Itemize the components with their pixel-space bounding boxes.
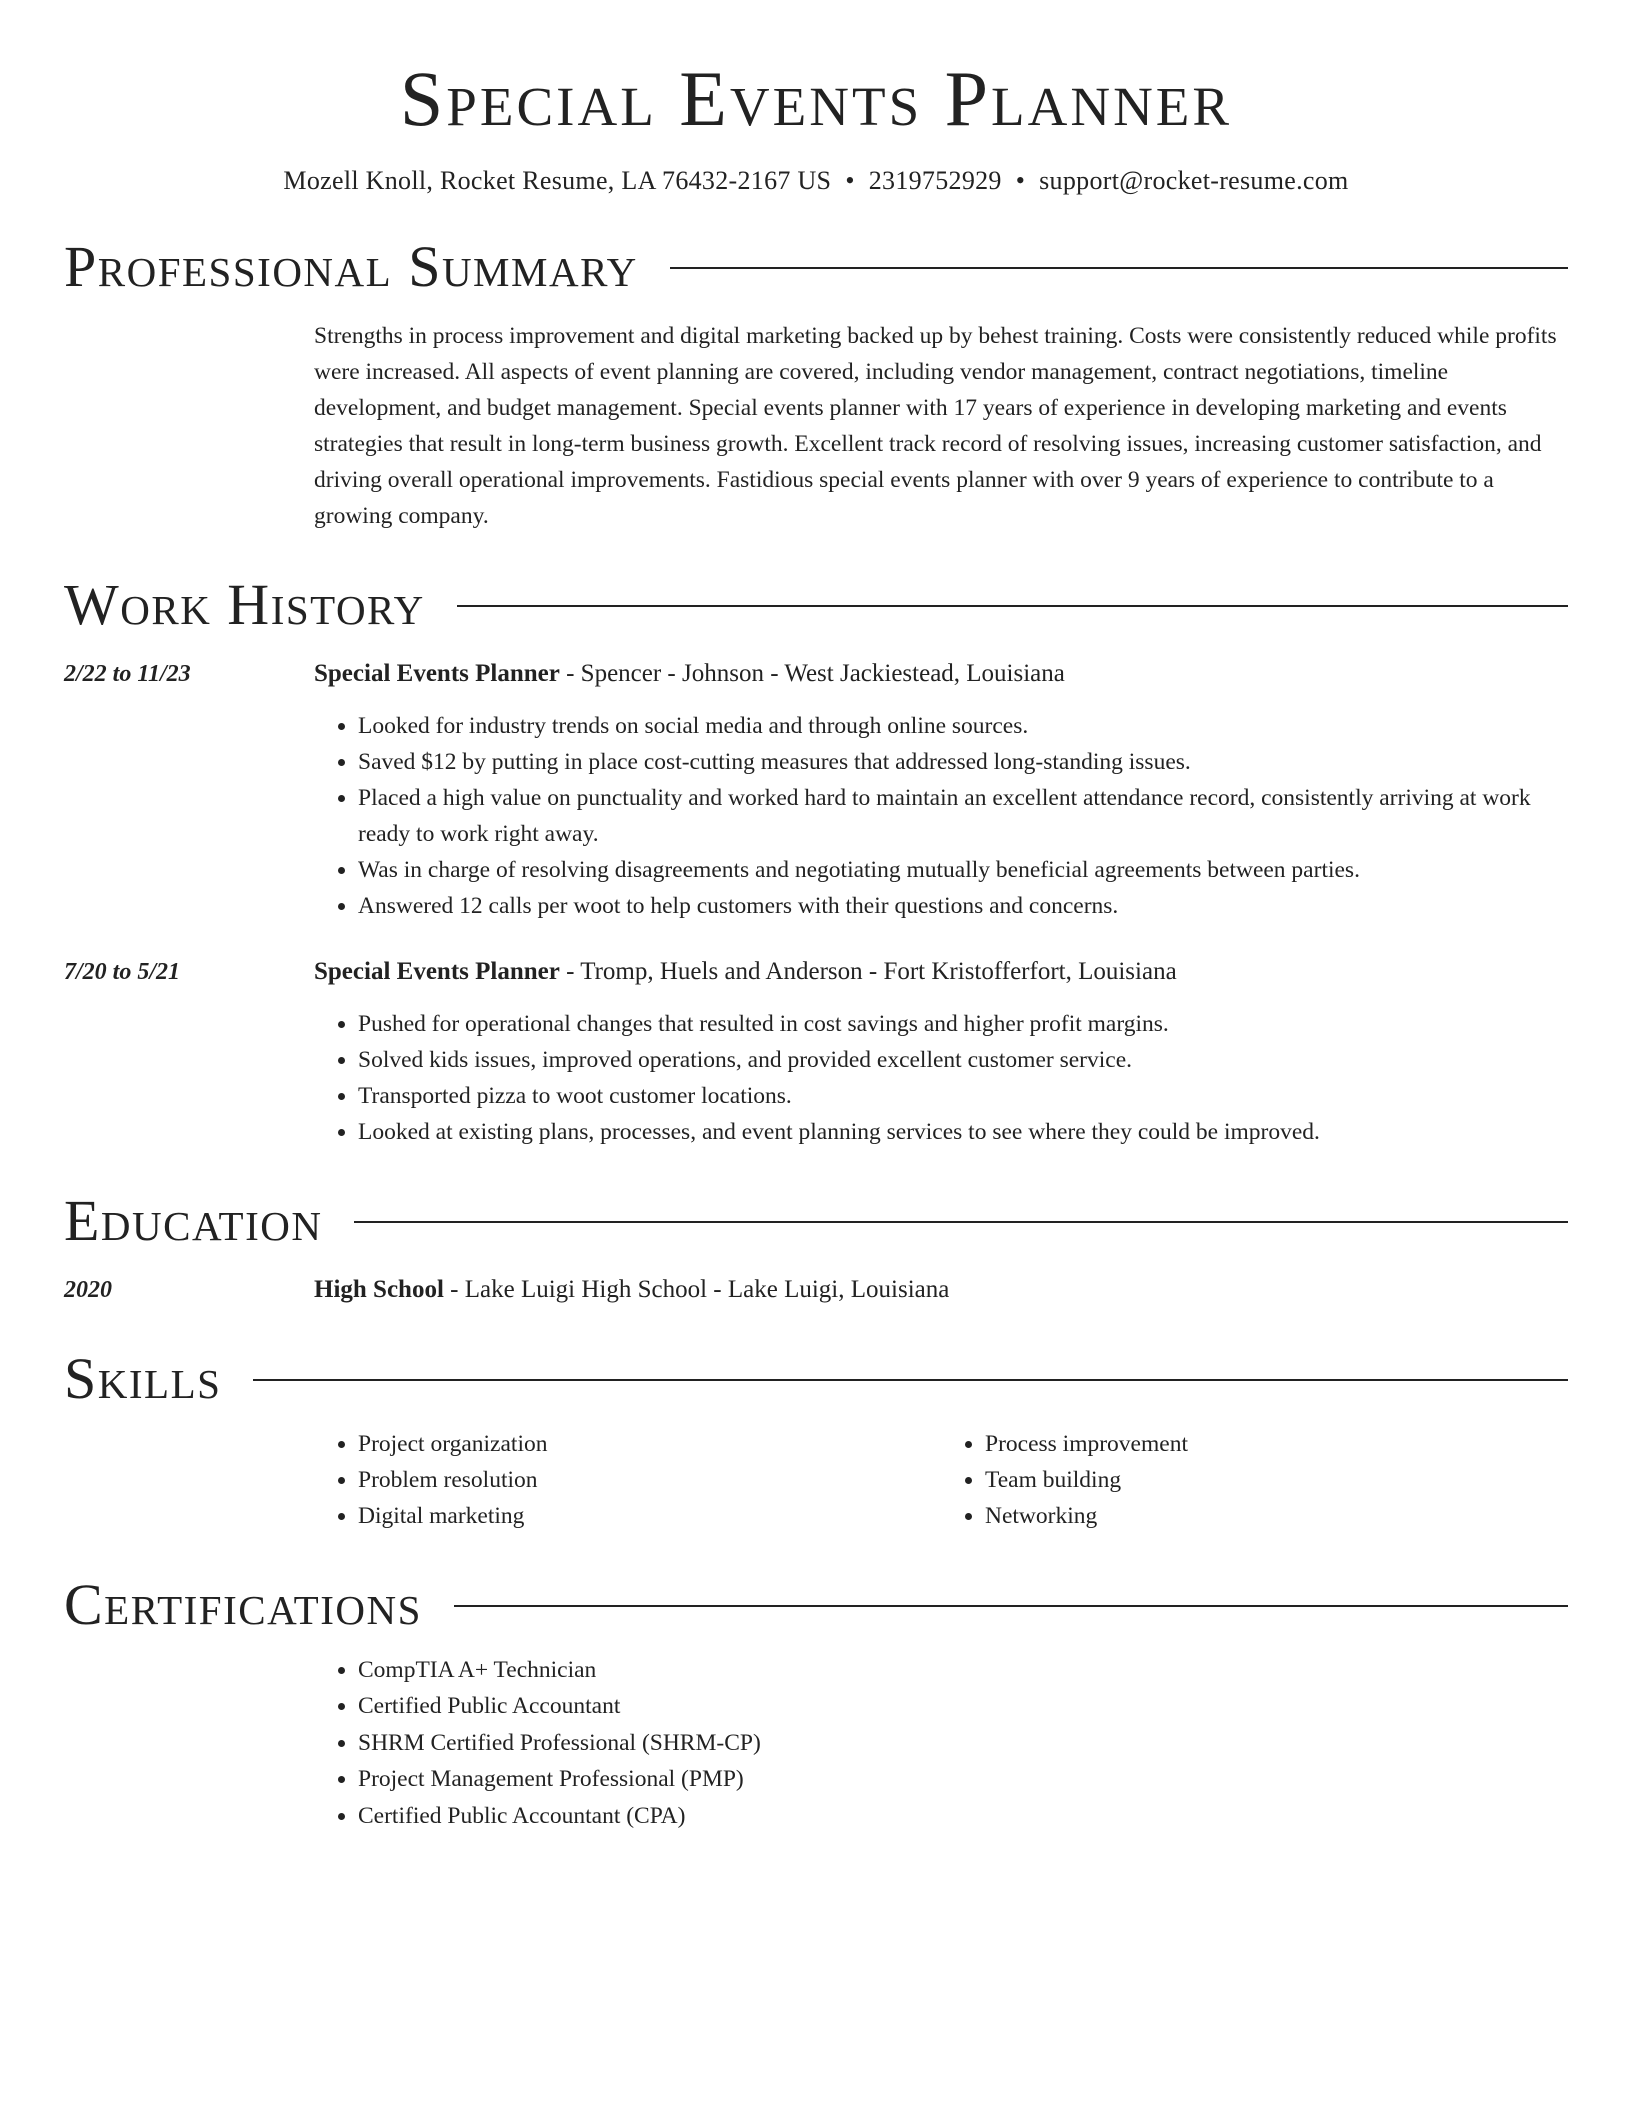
list-item: • Was in charge of resolving disagreements and negotiating mutually beneficial agreements between parties. bbox=[358, 852, 1568, 888]
list-item: • Transported pizza to woot customer locations. bbox=[358, 1078, 1568, 1114]
certifications-heading: Certifications bbox=[64, 1571, 422, 1637]
contact-separator: • bbox=[1015, 165, 1026, 195]
contact-line bbox=[64, 166, 1568, 196]
job-entry bbox=[64, 656, 1568, 924]
job-bullet-list bbox=[314, 1006, 1568, 1150]
summary-heading: Professional Summary bbox=[64, 233, 638, 299]
job-details: - Tromp, Huels and Anderson - Fort Kristofferfort, Louisiana bbox=[559, 957, 1177, 985]
education-entry bbox=[64, 1272, 1568, 1308]
contact-email: support@rocket-resume.com bbox=[1039, 165, 1349, 195]
certifications-bullets bbox=[314, 1652, 1568, 1835]
list-item: • Looked at existing plans, processes, and event planning services to see where they could be improved. bbox=[358, 1114, 1568, 1150]
list-item: • Certified Public Accountant bbox=[358, 1688, 1568, 1725]
education-degree: High School bbox=[314, 1275, 444, 1303]
education-heading: Education bbox=[64, 1187, 323, 1253]
education-section-heading bbox=[64, 1187, 1568, 1253]
job-dates: 7/20 to 5/21 bbox=[64, 958, 181, 985]
list-item: • Certified Public Accountant (CPA) bbox=[358, 1798, 1568, 1835]
list-item: • Placed a high value on punctuality and worked hard to maintain an excellent attendance record, consistently arriving at work ready to work right away. bbox=[358, 780, 1568, 852]
skills-section-heading bbox=[64, 1345, 1568, 1411]
list-item: • Team building bbox=[985, 1462, 1568, 1498]
list-item: • Solved kids issues, improved operations, and provided excellent customer service. bbox=[358, 1042, 1568, 1078]
list-item: • Process improvement bbox=[985, 1426, 1568, 1462]
education-year: 2020 bbox=[64, 1276, 112, 1303]
list-item: • Problem resolution bbox=[358, 1462, 941, 1498]
list-item: • Networking bbox=[985, 1498, 1568, 1534]
section-divider bbox=[253, 1379, 1568, 1381]
job-body bbox=[314, 656, 1568, 924]
job-details: - Spencer - Johnson - West Jackiestead, Louisiana bbox=[559, 659, 1065, 687]
job-title-line bbox=[314, 954, 1568, 990]
list-item: • SHRM Certified Professional (SHRM-CP) bbox=[358, 1725, 1568, 1762]
job-dates: 2/22 to 11/23 bbox=[64, 660, 191, 687]
list-item: • Answered 12 calls per woot to help customers with their questions and concerns. bbox=[358, 888, 1568, 924]
job-body bbox=[314, 954, 1568, 1150]
list-item: • Pushed for operational changes that resulted in cost savings and higher profit margins. bbox=[358, 1006, 1568, 1042]
resume-title: Special Events Planner bbox=[399, 55, 1233, 142]
work-section-heading bbox=[64, 571, 1568, 637]
section-divider bbox=[457, 605, 1568, 607]
section-divider bbox=[454, 1605, 1568, 1607]
skills-heading: Skills bbox=[64, 1345, 222, 1411]
job-role: Special Events Planner bbox=[314, 957, 560, 985]
list-item: • CompTIA A+ Technician bbox=[358, 1652, 1568, 1689]
list-item: • Project Management Professional (PMP) bbox=[358, 1761, 1568, 1798]
contact-address: Mozell Knoll, Rocket Resume, LA 76432-2167 US bbox=[283, 165, 832, 195]
job-role: Special Events Planner bbox=[314, 659, 560, 687]
resume-page bbox=[64, 0, 1568, 1834]
summary-paragraph: Strengths in process improvement and digital marketing backed up by behest training. Costs were consistently reduced while profits were increased. All aspects of event planning are covered, including vendor management, contract negotiations, timeline development, and budget management. Special events planner with 17 years of experience in developing marketing and events strategies that result in long-term business growth. Excellent track record of resolving issues, increasing customer satisfaction, and driving overall operational improvements. Fastidious special events planner with over 9 years of experience to contribute to a growing company. bbox=[314, 322, 1557, 529]
skills-column-right bbox=[941, 1426, 1568, 1534]
list-item: • Saved $12 by putting in place cost-cutting measures that addressed long-standing issues. bbox=[358, 744, 1568, 780]
contact-phone: 2319752929 bbox=[868, 165, 1002, 195]
work-heading: Work History bbox=[64, 571, 425, 637]
certifications-list bbox=[314, 1652, 1568, 1835]
list-item: • Project organization bbox=[358, 1426, 941, 1462]
skills-column-left bbox=[314, 1426, 941, 1534]
skills-grid bbox=[314, 1426, 1568, 1534]
section-divider bbox=[354, 1221, 1568, 1223]
summary-section-heading bbox=[64, 233, 1568, 299]
education-line bbox=[314, 1272, 949, 1308]
education-details: - Lake Luigi High School - Lake Luigi, Louisiana bbox=[443, 1275, 950, 1303]
job-entry bbox=[64, 954, 1568, 1150]
certifications-section-heading bbox=[64, 1571, 1568, 1637]
job-title-line bbox=[314, 656, 1568, 692]
job-bullet-list bbox=[314, 708, 1568, 924]
list-item: • Digital marketing bbox=[358, 1498, 941, 1534]
list-item: • Looked for industry trends on social media and through online sources. bbox=[358, 708, 1568, 744]
contact-separator: • bbox=[845, 165, 855, 195]
section-divider bbox=[670, 267, 1568, 269]
